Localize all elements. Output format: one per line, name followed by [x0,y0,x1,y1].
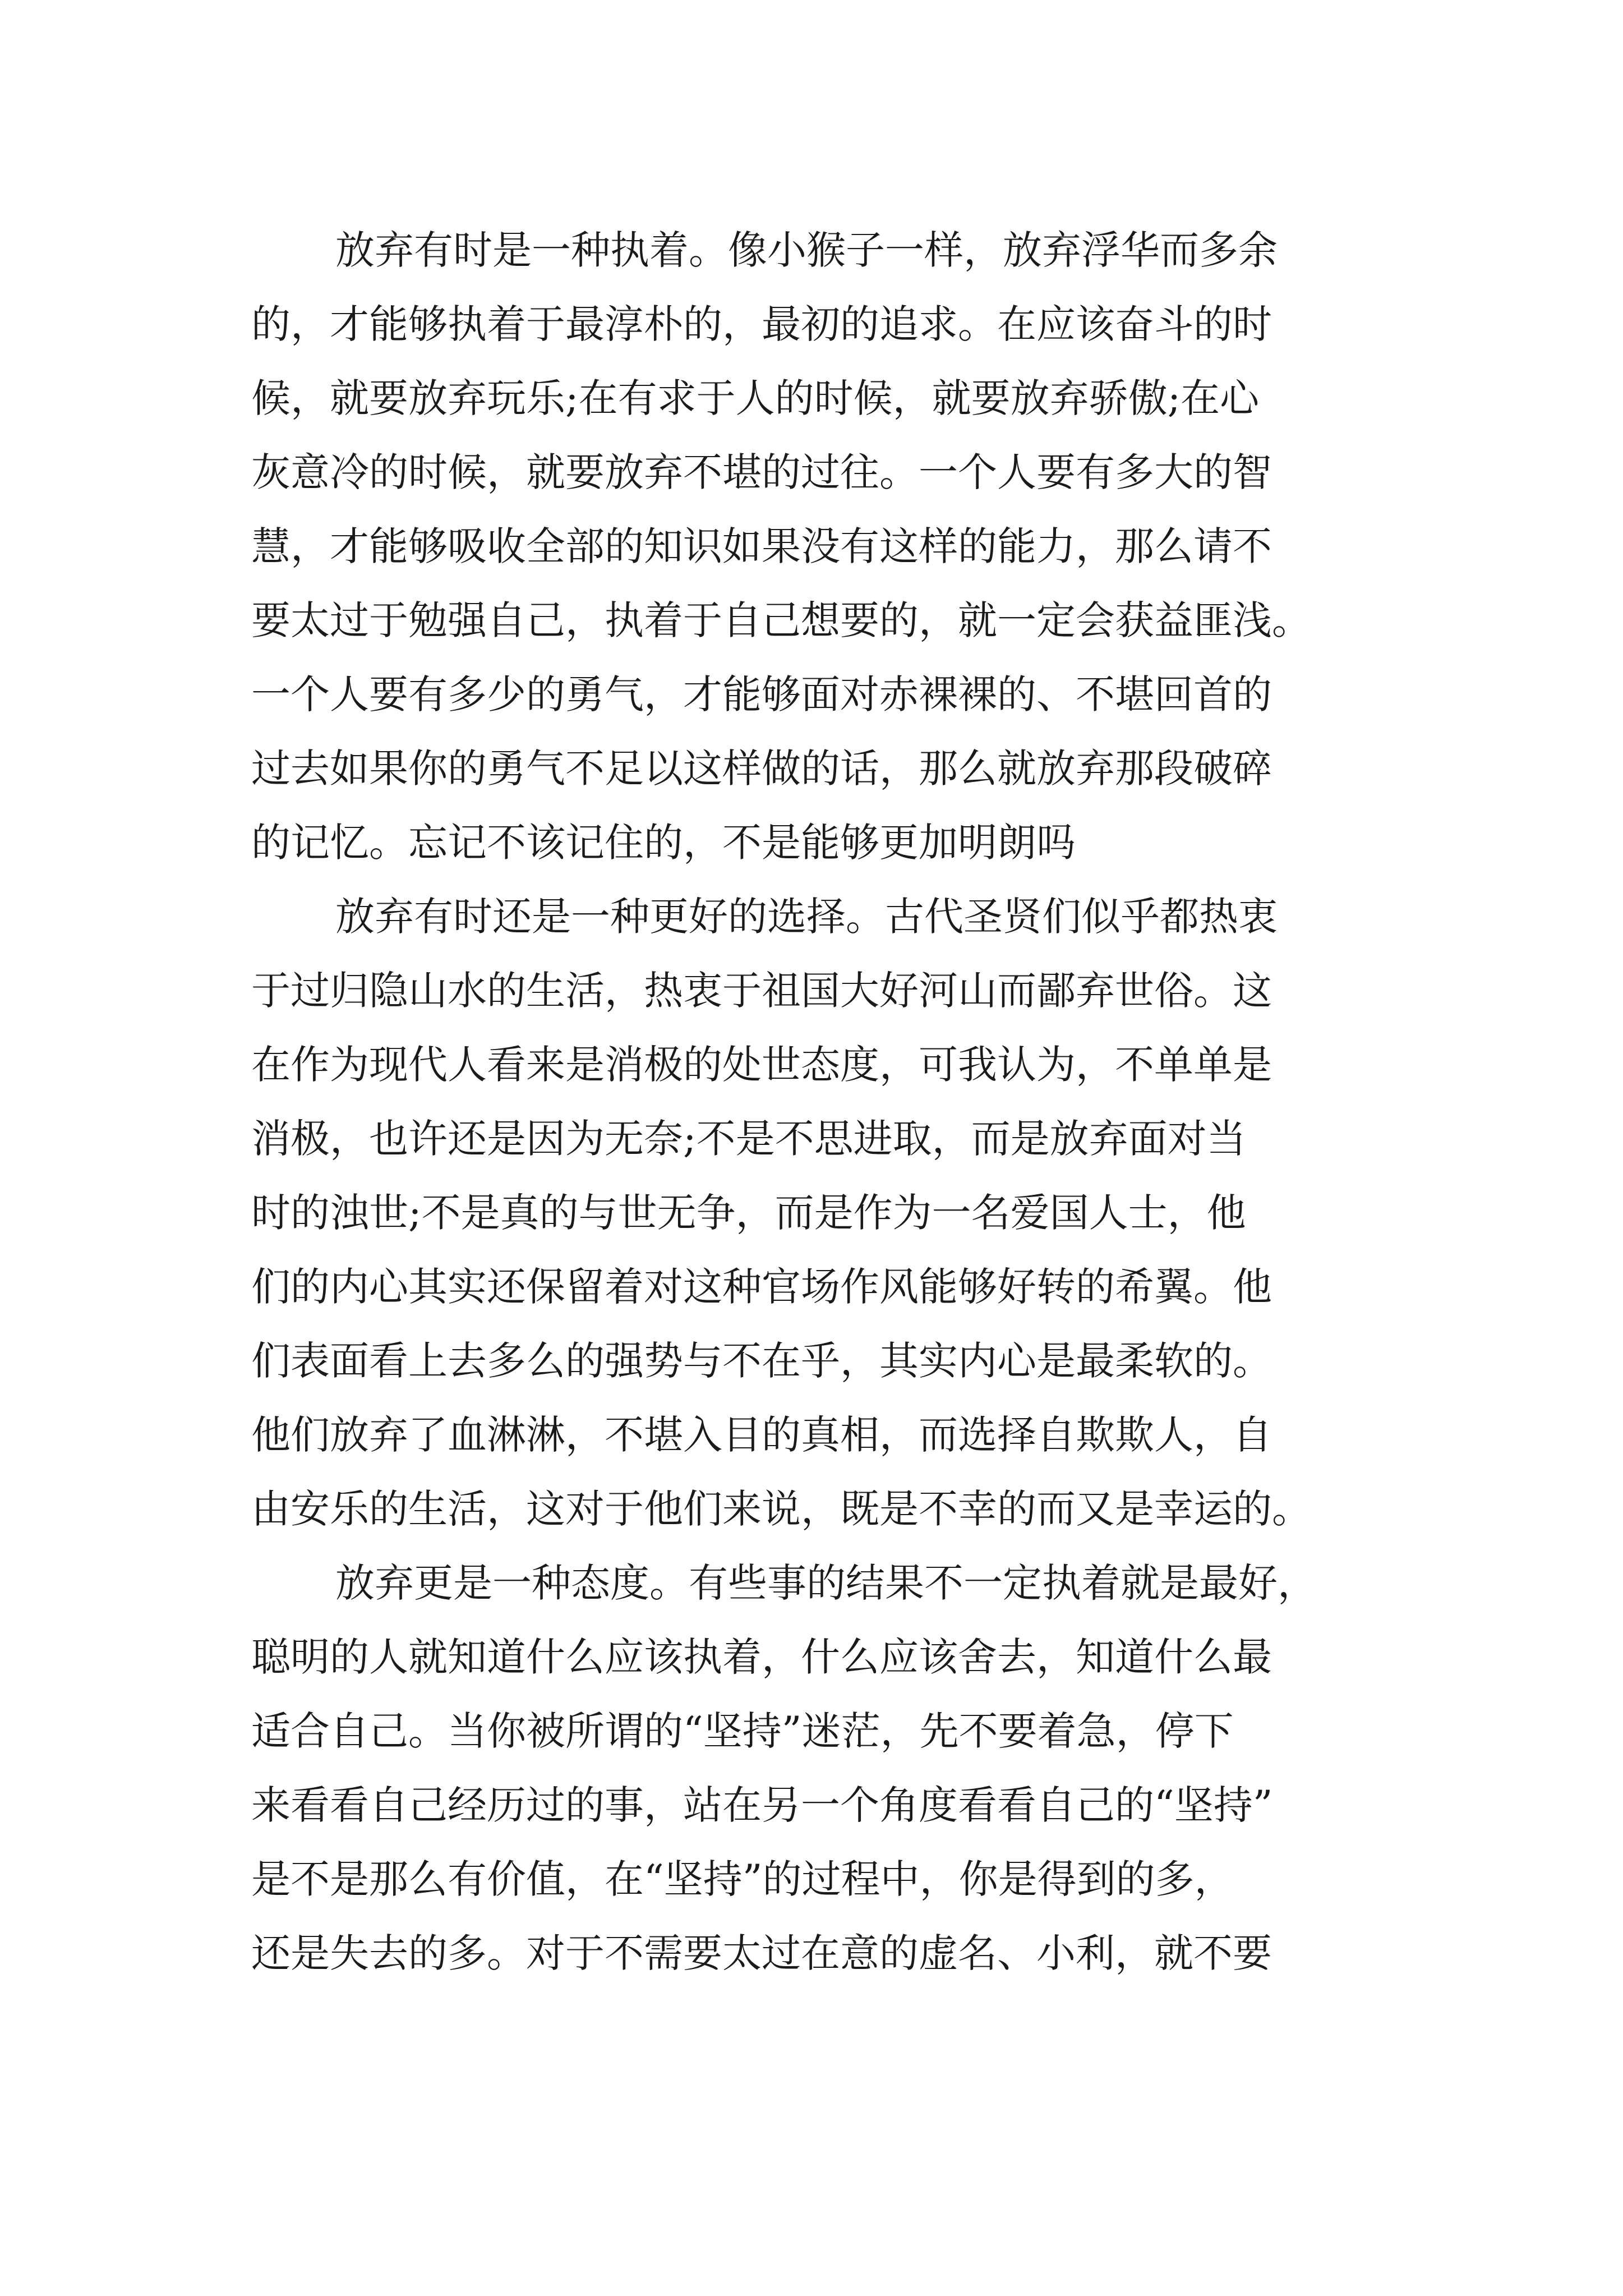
text-line: 于过归隐山水的生活，热衷于祖国大好河山而鄙弃世俗。这 [251,968,1272,1014]
text-line: 在作为现代人看来是消极的处世态度，可我认为，不单单是 [251,1042,1272,1088]
text-line: 消极，也许还是因为无奈;不是不思进取，而是放弃面对当 [251,1116,1246,1162]
text-line: 过去如果你的勇气不足以这样做的话，那么就放弃那段破碎 [251,746,1272,792]
text-line: 一个人要有多少的勇气，才能够面对赤裸裸的、不堪回首的 [251,671,1272,717]
text-line: 聪明的人就知道什么应该执着，什么应该舍去，知道什么最 [251,1634,1272,1680]
text-line: 的记忆。忘记不该记住的，不是能够更加明朗吗 [251,820,1076,866]
text-line: 放弃更是一种态度。有些事的结果不一定执着就是最好， [335,1560,1317,1606]
paragraph-2 [251,880,1401,1546]
text-line: 的，才能够执着于最淳朴的，最初的追求。在应该奋斗的时 [251,301,1272,347]
text-line: 时的浊世;不是真的与世无争，而是作为一名爱国人士，他 [251,1190,1246,1236]
text-line: 放弃有时是一种执着。像小猴子一样，放弃浮华而多余 [335,227,1278,273]
text-line: 灰意冷的时候，就要放弃不堪的过往。一个人要有多大的智 [251,449,1272,495]
text-line: 是不是那么有价值，在“坚持”的过程中，你是得到的多， [251,1856,1234,1902]
text-line: 来看看自己经历过的事，站在另一个角度看看自己的“坚持” [251,1782,1273,1828]
text-line: 候，就要放弃玩乐;在有求于人的时候，就要放弃骄傲;在心 [251,375,1260,421]
text-line: 由安乐的生活，这对于他们来说，既是不幸的而又是幸运的。 [251,1486,1311,1532]
text-line: 适合自己。当你被所谓的“坚持”迷茫，先不要着急，停下 [251,1708,1234,1754]
text-line: 慧，才能够吸收全部的知识如果没有这样的能力，那么请不 [251,523,1272,569]
text-line: 还是失去的多。对于不需要太过在意的虚名、小利，就不要 [251,1930,1272,1976]
paragraph-1 [251,213,1401,880]
text-line: 们的内心其实还保留着对这种官场作风能够好转的希翼。他 [251,1264,1272,1310]
text-line: 要太过于勉强自己，执着于自己想要的，就一定会获益匪浅。 [251,597,1311,643]
text-line: 放弃有时还是一种更好的选择。古代圣贤们似乎都热衷 [335,894,1278,940]
text-line: 他们放弃了血淋淋，不堪入目的真相，而选择自欺欺人，自 [251,1412,1272,1458]
text-line: 们表面看上去多么的强势与不在乎，其实内心是最柔软的。 [251,1338,1272,1384]
document-body [251,213,1401,1990]
paragraph-3 [251,1546,1401,1990]
